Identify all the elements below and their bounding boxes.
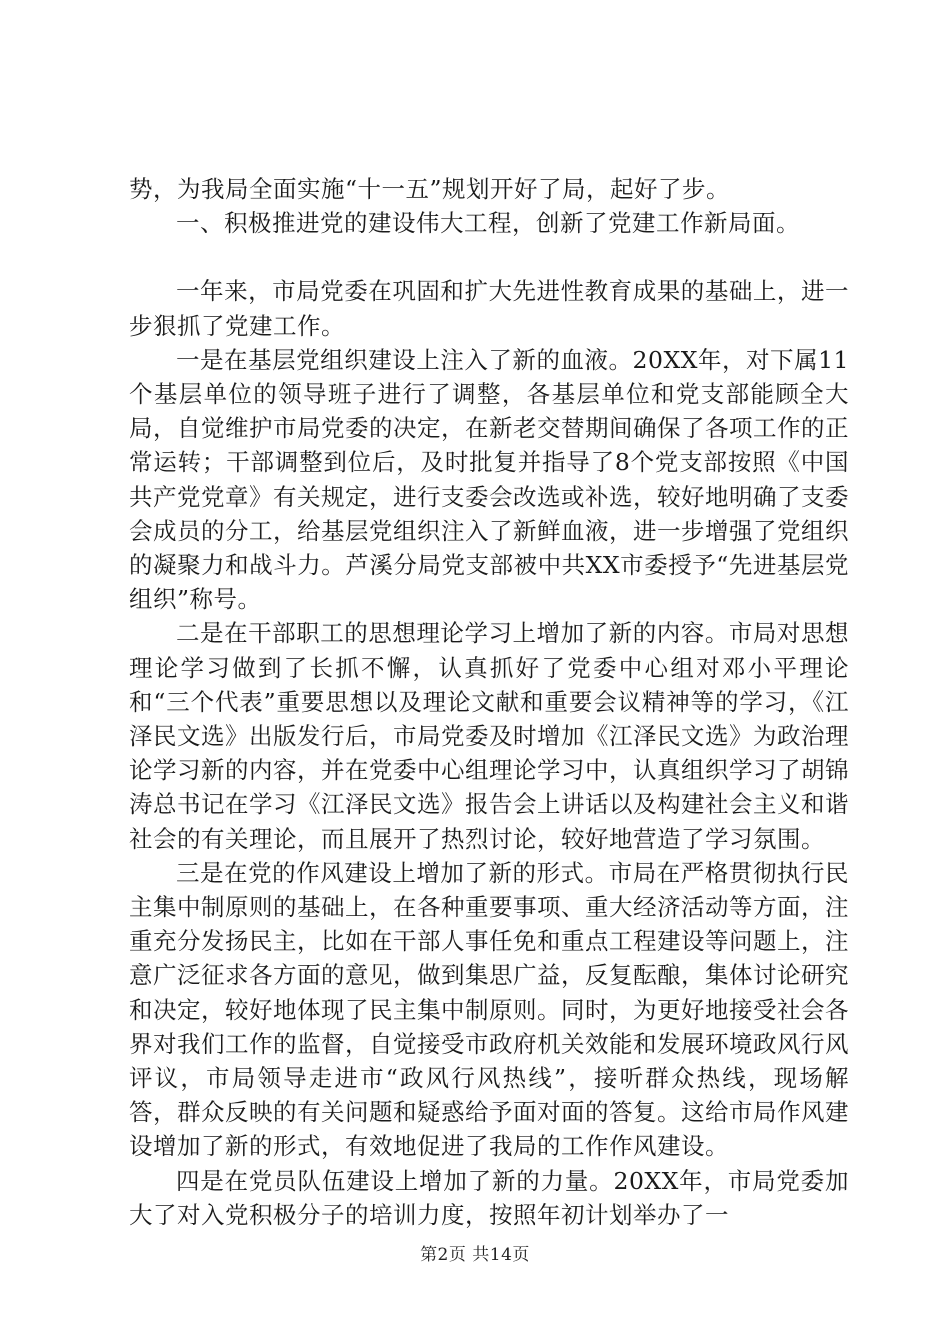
paragraph-point-one: 一是在基层党组织建设上注入了新的血液。20XX年，对下属11个基层单位的领导班子进行了调整，各基层单位和党支部能顾全大局，自觉维护市局党委的决定，在新老交替期间确保了各项工作的正常运转；干部调整到位后，及时批复并指导了8个党支部按照《中国共产党党章》有关规定，进行支委会改选或补选，较好地明确了支委会成员的分工，给基层党组织注入了新鲜血液，进一步增强了党组织的凝聚力和战斗力。芦溪分局党支部被中共XX市委授予“先进基层党组织”称号。 [129,345,849,614]
section-heading: 一、积极推进党的建设伟大工程，创新了党建工作新局面。 [176,209,800,238]
document-body [129,172,849,1232]
paragraph-intro: 一年来，市局党委在巩固和扩大先进性教育成果的基础上，进一步狠抓了党建工作。 [129,277,849,340]
paragraph-point-three: 三是在党的作风建设上增加了新的形式。市局在严格贯彻执行民主集中制原则的基础上，在各种重要事项、重大经济活动等方面，注重充分发扬民主，比如在干部人事任免和重点工程建设等问题上，注意广泛征求各方面的意见，做到集思广益，反复酝酿，集体讨论研究和决定，较好地体现了民主集中制原则。同时，为更好地接受社会各界对我们工作的监督，自觉接受市政府机关效能和发展环境政风行风评议，市局领导走进市“政风行风热线”，接听群众热线，现场解答，群众反映的有关问题和疑惑给予面对面的答复。这给市局作风建设增加了新的形式，有效地促进了我局的工作作风建设。 [129,858,849,1161]
page-number-footer: 第2页 共14页 [420,1245,530,1265]
paragraph-continuation: 势，为我局全面实施“十一五”规划开好了局，起好了步。 [129,175,731,203]
paragraph-point-four: 四是在党员队伍建设上增加了新的力量。20XX年，市局党委加大了对入党积极分子的培训力度，按照年初计划举办了一 [129,1166,849,1229]
paragraph-point-two: 二是在干部职工的思想理论学习上增加了新的内容。市局对思想理论学习做到了长抓不懈，认真抓好了党委中心组对邓小平理论和“三个代表”重要思想以及理论文献和重要会议精神等的学习，《江泽民文选》出版发行后，市局党委及时增加《江泽民文选》为政治理论学习新的内容，并在党委中心组理论学习中，认真组织学习了胡锦涛总书记在学习《江泽民文选》报告会上讲话以及构建社会主义和谐社会的有关理论，而且展开了热烈讨论，较好地营造了学习氛围。 [129,619,849,853]
